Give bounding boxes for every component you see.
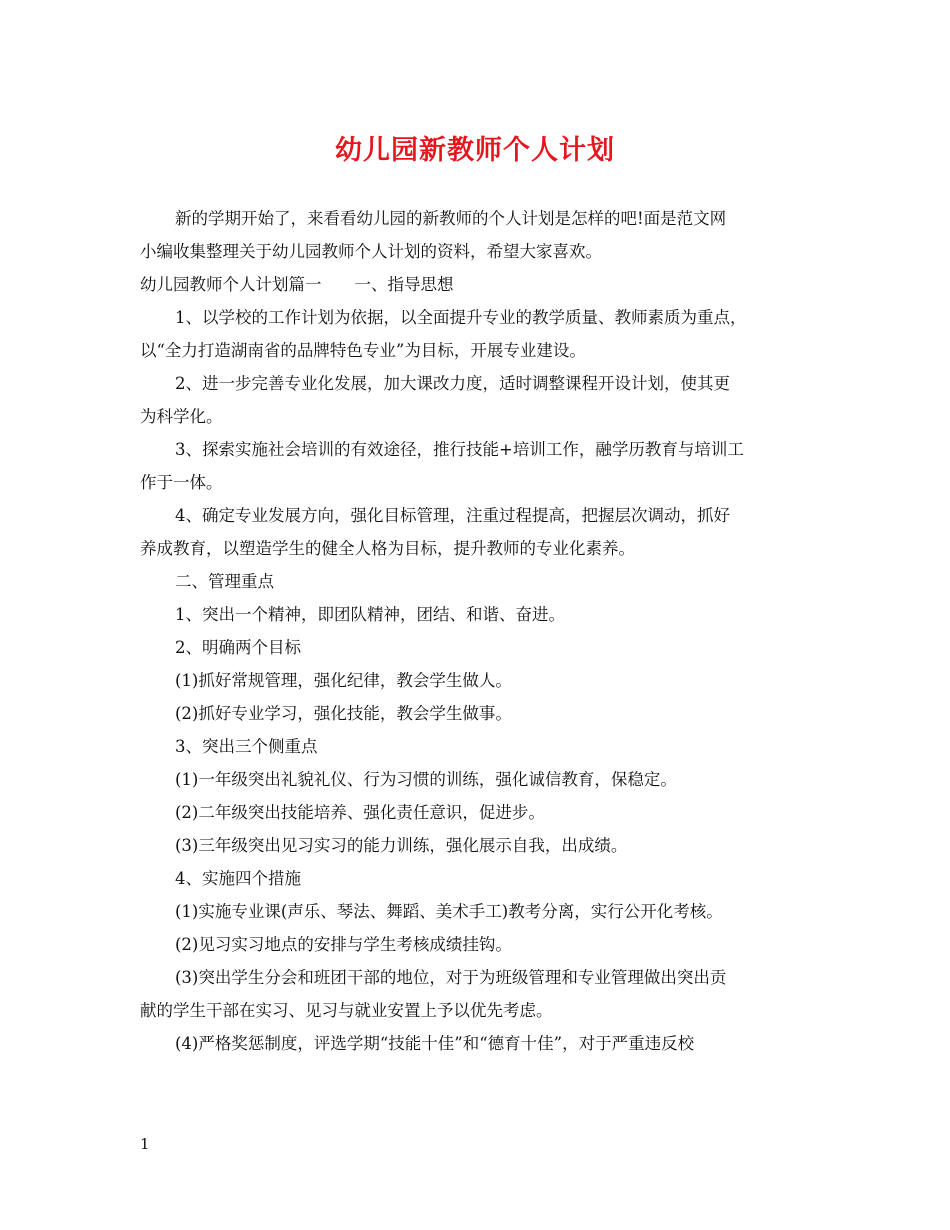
paragraph-line: (2)见习实习地点的安排与学生考核成绩挂钩。 bbox=[175, 935, 512, 954]
document-title: 幼儿园新教师个人计划 bbox=[335, 135, 615, 166]
paragraph-line: 二、管理重点 bbox=[175, 572, 274, 591]
paragraph-line: 献的学生干部在实习、见习与就业安置上予以优先考虑。 bbox=[140, 1001, 553, 1020]
paragraph-line: 以“全力打造湖南省的品牌特色专业”为目标，开展专业建设。 bbox=[140, 341, 586, 360]
page-number: 1 bbox=[140, 1135, 150, 1153]
paragraph-line: 3、探索实施社会培训的有效途径，推行技能+培训工作，融学历教育与培训工 bbox=[175, 440, 744, 459]
paragraph-line: (2)二年级突出技能培养、强化责任意识，促进步。 bbox=[175, 803, 545, 822]
paragraph-line: 新的学期开始了，来看看幼儿园的新教师的个人计划是怎样的吧!面是范文网 bbox=[175, 209, 727, 228]
paragraph-line: 3、突出三个侧重点 bbox=[175, 737, 318, 756]
paragraph-line: (1)抓好常规管理，强化纪律，教会学生做人。 bbox=[175, 671, 512, 690]
paragraph-line: 养成教育，以塑造学生的健全人格为目标，提升教师的专业化素养。 bbox=[140, 539, 635, 558]
paragraph-line: (2)抓好专业学习，强化技能，教会学生做事。 bbox=[175, 704, 512, 723]
document-body bbox=[140, 202, 820, 1060]
paragraph-line: 4、实施四个措施 bbox=[175, 869, 301, 888]
paragraph-line: 小编收集整理关于幼儿园教师个人计划的资料，希望大家喜欢。 bbox=[140, 242, 602, 261]
paragraph-line: 2、进一步完善专业化发展，加大课改力度，适时调整课程开设计划，使其更 bbox=[175, 374, 730, 393]
paragraph-line: 幼儿园教师个人计划篇一 一、指导思想 bbox=[140, 275, 454, 294]
paragraph-line: 为科学化。 bbox=[140, 407, 223, 426]
paragraph-line: 1、以学校的工作计划为依据，以全面提升专业的教学质量、教师素质为重点， bbox=[175, 308, 747, 327]
paragraph-line: 4、确定专业发展方向，强化目标管理，注重过程提高，把握层次调动，抓好 bbox=[175, 506, 730, 525]
paragraph-line: 作于一体。 bbox=[140, 473, 223, 492]
paragraph-line: (3)三年级突出见习实习的能力训练，强化展示自我，出成绩。 bbox=[175, 836, 628, 855]
paragraph-line: (1)实施专业课(声乐、琴法、舞蹈、美术手工)教考分离，实行公开化考核。 bbox=[175, 902, 723, 921]
paragraph-line: (1)一年级突出礼貌礼仪、行为习惯的训练，强化诚信教育，保稳定。 bbox=[175, 770, 677, 789]
paragraph-line: 2、明确两个目标 bbox=[175, 638, 301, 657]
paragraph-line: (3)突出学生分会和班团干部的地位，对于为班级管理和专业管理做出突出贡 bbox=[175, 968, 727, 987]
paragraph-line: (4)严格奖惩制度，评选学期“技能十佳”和“德育十佳”，对于严重违反校 bbox=[175, 1034, 695, 1053]
paragraph-line: 1、突出一个精神，即团队精神，团结、和谐、奋进。 bbox=[175, 605, 565, 624]
